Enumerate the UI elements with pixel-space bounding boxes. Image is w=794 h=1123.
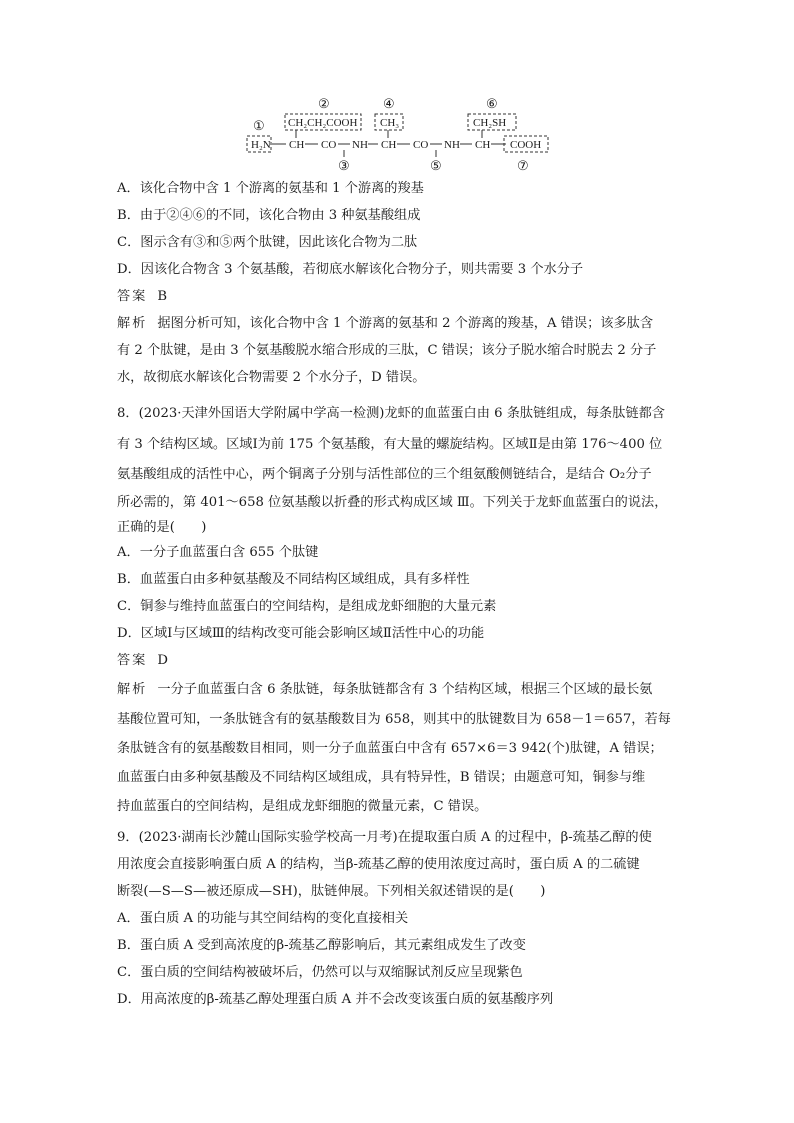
q7-answer-label: 答案 (117, 289, 148, 304)
q8-analysis-text-1: 一分子血蓝蛋白含 6 条肽链，每条肽链都含有 3 个结构区域，根据三个区域的最长氨 (157, 682, 653, 697)
backbone-co-1: CO (321, 139, 337, 151)
q8-analysis-line-5: 持血蓝蛋白的空间结构，是组成龙虾细胞的微量元素，C 错误。 (117, 799, 488, 814)
q8-analysis-line-1 (117, 681, 652, 699)
q7-analysis-line-2: 有 2 个肽键，是由 3 个氨基酸脱水缩合形成的三肽，C 错误；该分子脱水缩合时脱去 2 分子 (117, 343, 657, 358)
label-7: ⑦ (517, 158, 529, 173)
q8-analysis-line-3: 条肽链含有的氨基酸数目相同，则一分子血蓝蛋白中含有 657×6＝3 942(个)肽键，A 错误； (117, 741, 663, 756)
q8-stem-line-2: 有 3 个结构区域。区域Ⅰ为前 175 个氨基酸，有大量的螺旋结构。区域Ⅱ是由第 176～400 位 (117, 437, 663, 452)
q7-option-b: B．由于②④⑥的不同，该化合物由 3 种氨基酸组成 (117, 208, 421, 223)
q8-answer-label: 答案 (117, 653, 148, 668)
carboxyl-text: COOH (510, 139, 542, 151)
label-6: ⑥ (486, 96, 498, 111)
r-group-4-text: CH₃ (380, 117, 400, 129)
backbone-ch-2: CH (381, 139, 397, 151)
backbone-ch-3: CH (475, 139, 491, 151)
q8-stem-line-4: 所必需的，第 401～658 位氨基酸以折叠的形式构成区域 Ⅲ。下列关于龙虾血蓝蛋白的说法， (117, 495, 668, 510)
q8-stem-line-3: 氨基酸组成的活性中心，两个铜离子分别与活性部位的三个组氨酸侧链结合，是结合 O₂分子 (117, 467, 652, 482)
backbone-ch-1: CH (289, 139, 305, 151)
r-group-6-text: CH₂SH (473, 117, 507, 129)
backbone-co-2: CO (413, 139, 429, 151)
q7-analysis-label: 解析 (117, 316, 148, 331)
r-group-2-text: CH₂CH₂COOH (288, 117, 358, 129)
q9-option-b: B．蛋白质 A 受到高浓度的β-巯基乙醇影响后，其元素组成发生了改变 (117, 938, 526, 953)
label-1: ① (253, 118, 265, 133)
q9-option-a: A．蛋白质 A 的功能与其空间结构的变化直接相关 (117, 911, 409, 926)
q8-stem-line-1: 8．(2023·天津外国语大学附属中学高一检测)龙虾的血蓝蛋白由 6 条肽链组成，每条肽链都含 (117, 406, 665, 421)
q8-analysis-label: 解析 (117, 682, 148, 697)
q7-option-c: C．图示含有③和⑤两个肽键，因此该化合物为二肽 (117, 235, 418, 250)
q8-answer (117, 652, 168, 670)
q8-option-d: D．区域Ⅰ与区域Ⅲ的结构改变可能会影响区域Ⅱ活性中心的功能 (117, 626, 485, 641)
amino-group-text: H₂N (251, 139, 271, 151)
label-5: ⑤ (430, 158, 442, 173)
q8-answer-value: D (157, 653, 168, 668)
q8-stem-line-5: 正确的是( ) (117, 520, 207, 535)
q8-analysis-line-2: 基酸位置可知，一条肽链含有的氨基酸数目为 658，则其中的肽键数目为 658－1＝657，若每 (117, 712, 671, 727)
q7-analysis-line-1 (117, 315, 653, 333)
q8-option-b: B．血蓝蛋白由多种氨基酸及不同结构区域组成，具有多样性 (117, 572, 470, 587)
q9-stem-line-2: 用浓度会直接影响蛋白质 A 的结构，当β-巯基乙醇的使用浓度过高时，蛋白质 A 的二硫键 (117, 857, 640, 872)
q9-stem-line-1: 9．(2023·湖南长沙麓山国际实验学校高一月考)在提取蛋白质 A 的过程中，β-巯基乙醇的使 (117, 830, 652, 845)
q7-analysis-text-1: 据图分析可知，该化合物中含 1 个游离的氨基和 2 个游离的羧基，A 错误；该多肽含 (157, 316, 654, 331)
label-3: ③ (338, 158, 350, 173)
q9-stem-line-3: 断裂(—S—S—被还原成—SH)，肽链伸展。下列相关叙述错误的是( ) (117, 884, 546, 899)
q9-option-c: C．蛋白质的空间结构被破坏后，仍然可以与双缩脲试剂反应呈现紫色 (117, 965, 523, 980)
peptide-structure-diagram (0, 0, 794, 180)
q7-option-d: D．因该化合物含 3 个氨基酸，若彻底水解该化合物分子，则共需要 3 个水分子 (117, 262, 584, 277)
q8-option-c: C．铜参与维持血蓝蛋白的空间结构，是组成龙虾细胞的大量元素 (117, 599, 497, 614)
label-2: ② (318, 96, 330, 111)
q7-option-a: A．该化合物中含 1 个游离的氨基和 1 个游离的羧基 (117, 181, 424, 196)
q7-answer (117, 288, 167, 306)
backbone-nh-2: NH (444, 139, 460, 151)
q9-option-d: D．用高浓度的β-巯基乙醇处理蛋白质 A 并不会改变该蛋白质的氨基酸序列 (117, 992, 554, 1007)
q7-answer-value: B (157, 289, 168, 304)
q8-analysis-line-4: 血蓝蛋白由多种氨基酸及不同结构区域组成，具有特异性，B 错误；由题意可知，铜参与维 (117, 770, 646, 785)
q7-analysis-line-3: 水，故彻底水解该化合物需要 2 个水分子，D 错误。 (117, 370, 426, 385)
label-4: ④ (383, 96, 395, 111)
q8-option-a: A．一分子血蓝蛋白含 655 个肽键 (117, 545, 319, 560)
backbone-nh-1: NH (352, 139, 368, 151)
